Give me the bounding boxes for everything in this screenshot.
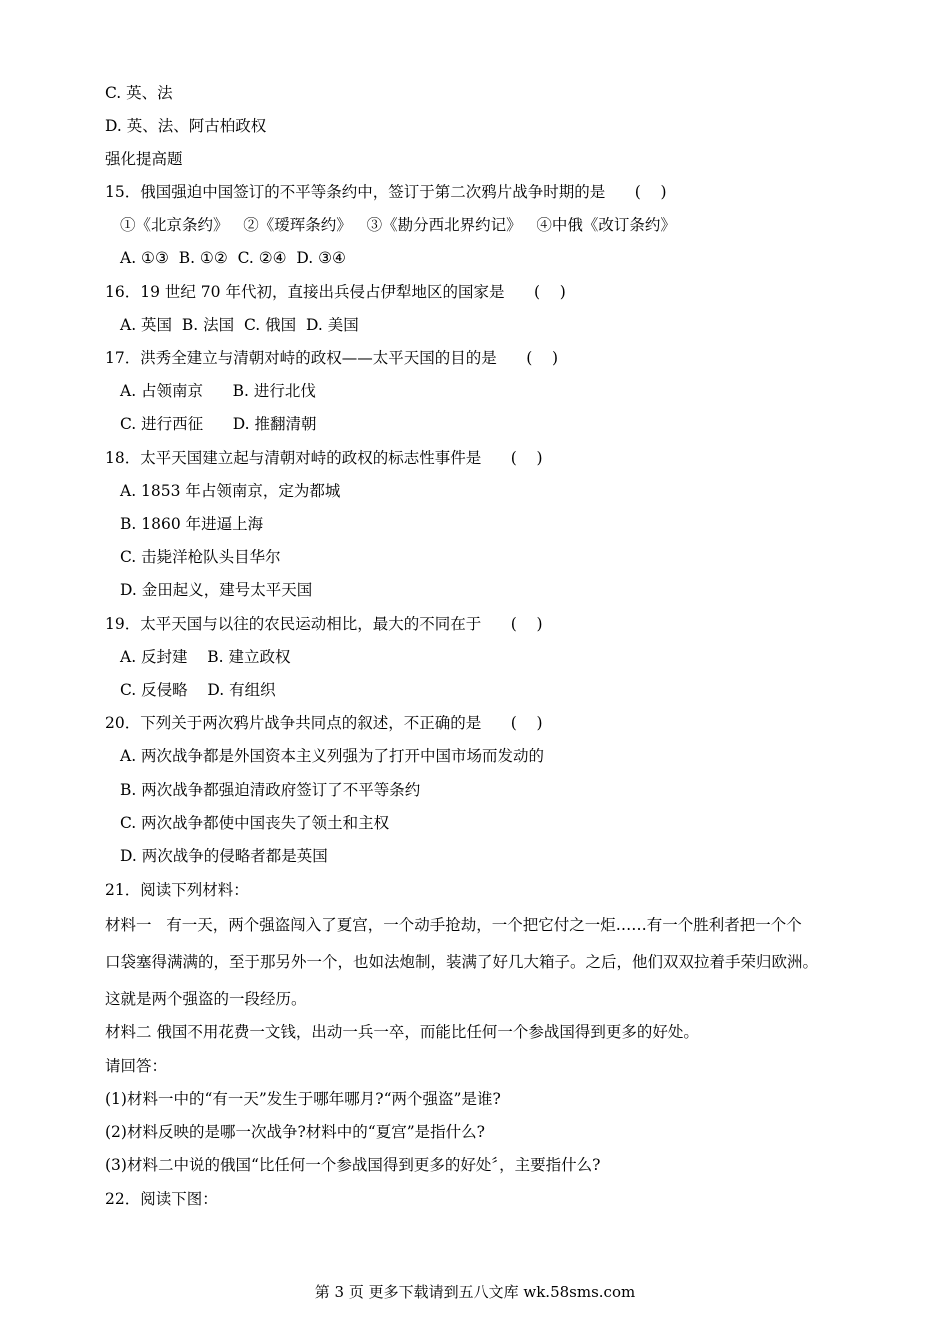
section-heading: 强化提高题 <box>105 150 183 168</box>
question-18-option-c: C. 击毙洋枪队头目华尔 <box>120 548 281 566</box>
sub-question-1: (1)材料一中的“有一天”发生于哪年哪月?“两个强盗”是谁? <box>105 1090 501 1108</box>
question-18-option-a: A. 1853 年占领南京，定为都城 <box>120 482 341 500</box>
option-c-line: C. 英、法 <box>105 84 173 102</box>
question-19-options-ab: A. 反封建 B. 建立政权 <box>120 648 291 666</box>
option-d-line: D. 英、法、阿古柏政权 <box>105 117 267 135</box>
sub-question-2: (2)材料反映的是哪一次战争?材料中的“夏宫”是指什么? <box>105 1123 485 1141</box>
material-one-line-1: 材料一 有一天，两个强盗闯入了夏宫，一个动手抢劫，一个把它付之一炬……有一个胜利者把一个个 <box>105 916 802 934</box>
question-20: 20．下列关于两次鸦片战争共同点的叙述，不正确的是 ( ) <box>105 714 543 732</box>
question-22: 22．阅读下图： <box>105 1190 218 1208</box>
material-one-line-3: 这就是两个强盗的一段经历。 <box>105 990 307 1008</box>
question-16: 16．19 世纪 70 年代初，直接出兵侵占伊犁地区的国家是 ( ) <box>105 283 566 301</box>
material-one-line-2: 口袋塞得满满的，至于那另外一个，也如法炮制，装满了好几大箱子。之后，他们双双拉着手荣归欧洲。 <box>105 953 819 971</box>
question-15: 15．俄国强迫中国签订的不平等条约中，签订于第二次鸦片战争时期的是 ( ) <box>105 183 667 201</box>
question-16-options: A. 英国 B. 法国 C. 俄国 D. 美国 <box>120 316 359 334</box>
page-footer: 第 3 页 更多下载请到五八文库 wk.58sms.com <box>314 1283 636 1301</box>
question-17-options-cd: C. 进行西征 D. 推翻清朝 <box>120 415 317 433</box>
question-21: 21．阅读下列材料： <box>105 881 249 899</box>
question-17: 17．洪秀全建立与清朝对峙的政权——太平天国的目的是 ( ) <box>105 349 559 367</box>
question-20-option-d: D. 两次战争的侵略者都是英国 <box>120 847 328 865</box>
question-18-option-d: D. 金田起义，建号太平天国 <box>120 581 313 599</box>
material-two: 材料二 俄国不用花费一文钱，出动一兵一卒，而能比任何一个参战国得到更多的好处。 <box>105 1023 699 1041</box>
question-18-option-b: B. 1860 年进逼上海 <box>120 515 264 533</box>
question-20-option-a: A. 两次战争都是外国资本主义列强为了打开中国市场而发动的 <box>120 747 545 765</box>
question-20-option-c: C. 两次战争都使中国丧失了领土和主权 <box>120 814 390 832</box>
answer-prompt: 请回答： <box>105 1057 168 1075</box>
question-19: 19．太平天国与以往的农民运动相比，最大的不同在于 ( ) <box>105 615 543 633</box>
question-15-options: A. ①③ B. ①② C. ②④ D. ③④ <box>120 249 346 267</box>
sub-question-3: (3)材料二中说的俄国“比任何一个参战国得到更多的好处〞，主要指什么? <box>105 1156 601 1174</box>
question-19-options-cd: C. 反侵略 D. 有组织 <box>120 681 276 699</box>
question-17-options-ab: A. 占领南京 B. 进行北伐 <box>120 382 316 400</box>
question-20-option-b: B. 两次战争都强迫清政府签订了不平等条约 <box>120 781 421 799</box>
question-15-items: ①《北京条约》 ②《瑷珲条约》 ③《勘分西北界约记》 ④中俄《改订条约》 <box>120 216 676 234</box>
question-18: 18．太平天国建立起与清朝对峙的政权的标志性事件是 ( ) <box>105 449 543 467</box>
